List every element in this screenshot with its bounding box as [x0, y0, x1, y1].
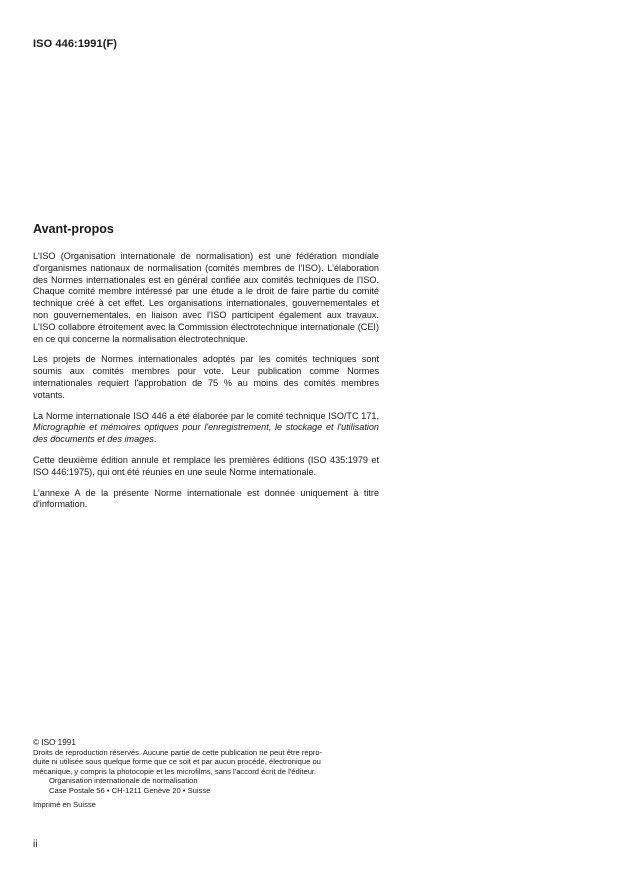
p3-end: .: [153, 434, 157, 445]
p3-text: La Norme internationale ISO 446 a été élaborée par le comité technique ISO/TC 171,: [33, 410, 379, 421]
rights-line-3: mécanique, y compris la photocopie et les microfilms, sans l'accord écrit de l'éditeur.: [33, 766, 317, 776]
page-number: ii: [33, 839, 38, 850]
organization-address: Case Postale 56 • CH-1211 Genève 20 • Suisse: [49, 785, 211, 795]
foreword-paragraph-2: Les projets de Normes internationales adoptés par les comités techniques sont soumis aux comités membres pour vote. Leur publication comme Normes internationales requiert l'approbation de 75 % au moins des comités membres votants.: [33, 354, 379, 400]
foreword-paragraph-3: [33, 411, 379, 446]
copyright-block: [33, 738, 383, 809]
foreword-body: [33, 251, 379, 520]
tc171-title: Micrographie et mémoires optiques pour l'enregistrement, le stockage et l'utilisation des documents et des images: [33, 422, 379, 445]
standard-id-header: ISO 446:1991(F): [33, 38, 118, 50]
rights-line-2: duite ni utilisée sous quelque forme que ce soit et par aucun procédé, électronique ou: [33, 757, 321, 767]
rights-line-1: Droits de reproduction réservés. Aucune partie de cette publication ne peut être repro-: [33, 747, 323, 757]
foreword-paragraph-5: L'annexe A de la présente Norme internationale est donnée uniquement à titre d'information.: [33, 487, 379, 510]
printed-in: Imprimé en Suisse: [33, 799, 96, 809]
organization-name: Organisation internationale de normalisation: [49, 776, 198, 786]
copyright-line: © ISO 1991: [33, 738, 76, 747]
foreword-title: Avant-propos: [33, 222, 114, 236]
foreword-paragraph-1: L'ISO (Organisation internationale de normalisation) est une fédération mondiale d'organismes nationaux de normalisation (comités membres de l'ISO). L'élaboration des Normes internationales est en général confiée aux comités techniques de l'ISO. Chaque comité membre intéressé par une étude a le droit de faire partie du comité technique créé à cet effet. Les organisations internationales, gouvernementales et non gouvernementales, en liaison avec l'ISO participent également aux travaux. L'ISO collabore étroitement avec la Commission électrotechnique internationale (CEI) en ce qui concerne la normalisation électrotechnique.: [33, 251, 379, 344]
foreword-paragraph-4: Cette deuxième édition annule et remplace les premières éditions (ISO 435:1979 et ISO 446:1975), qui ont été réunies en une seule Norme internationale.: [33, 454, 379, 477]
